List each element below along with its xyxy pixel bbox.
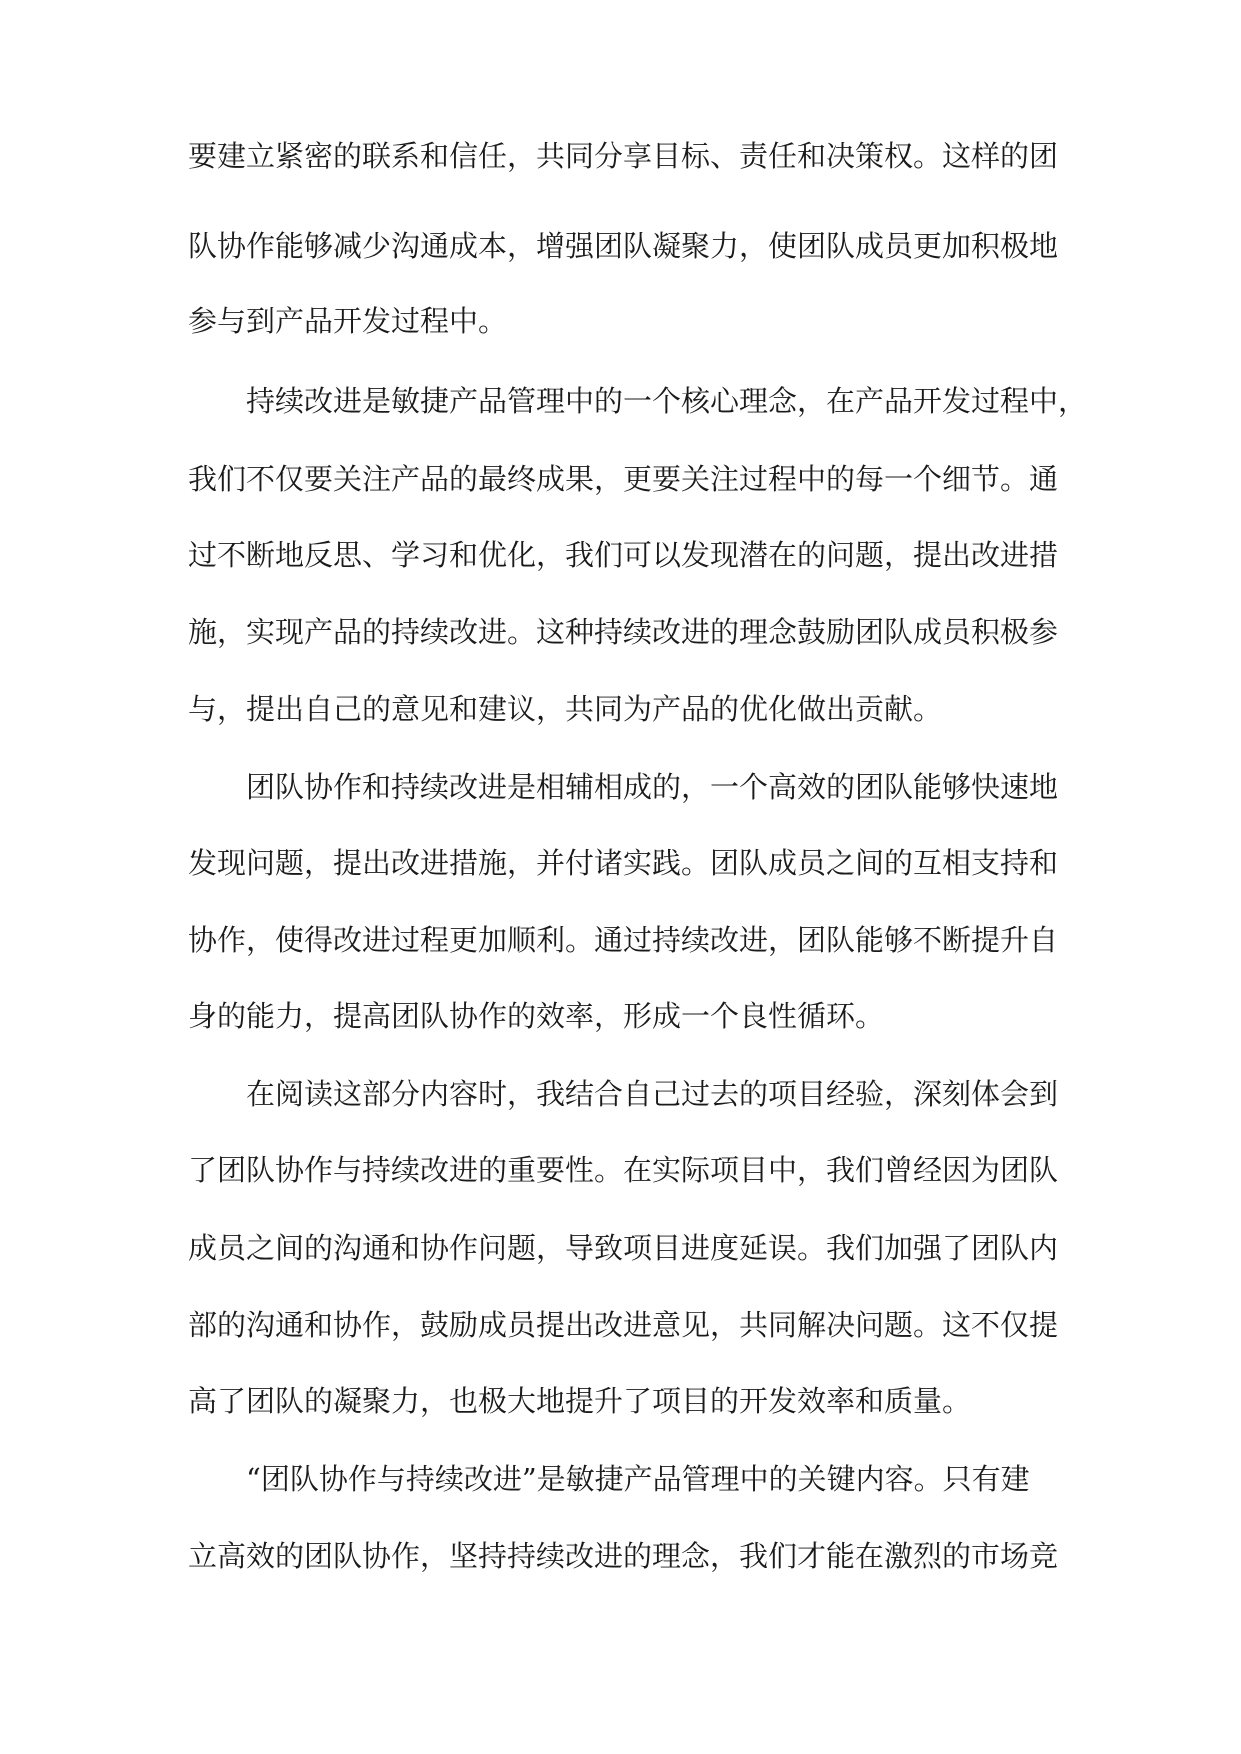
- text-line: “团队协作与持续改进”是敏捷产品管理中的关键内容。只有建: [246, 1462, 1030, 1496]
- text-line: 团队协作和持续改进是相辅相成的，一个高效的团队能够快速地: [246, 770, 1059, 804]
- text-line: 身的能力，提高团队协作的效率，形成一个良性循环。: [188, 999, 885, 1033]
- text-line: 我们不仅要关注产品的最终成果，更要关注过程中的每一个细节。通: [188, 462, 1059, 496]
- text-line: 施，实现产品的持续改进。这种持续改进的理念鼓励团队成员积极参: [188, 615, 1059, 649]
- text-line: 了团队协作与持续改进的重要性。在实际项目中，我们曾经因为团队: [188, 1153, 1059, 1187]
- text-line: 协作，使得改进过程更加顺利。通过持续改进，团队能够不断提升自: [188, 923, 1059, 957]
- text-line: 部的沟通和协作，鼓励成员提出改进意见，共同解决问题。这不仅提: [188, 1308, 1059, 1342]
- text-line: 参与到产品开发过程中。: [188, 304, 508, 338]
- text-line: 发现问题，提出改进措施，并付诸实践。团队成员之间的互相支持和: [188, 846, 1059, 880]
- text-line: 成员之间的沟通和协作问题，导致项目进度延误。我们加强了团队内: [188, 1231, 1059, 1265]
- text-line: 过不断地反思、学习和优化，我们可以发现潜在的问题，提出改进措: [188, 538, 1059, 572]
- text-line: 高了团队的凝聚力，也极大地提升了项目的开发效率和质量。: [188, 1384, 972, 1418]
- text-line: 在阅读这部分内容时，我结合自己过去的项目经验，深刻体会到: [246, 1077, 1059, 1111]
- text-line: 与，提出自己的意见和建议，共同为产品的优化做出贡献。: [188, 692, 943, 726]
- text-line: 持续改进是敏捷产品管理中的一个核心理念，在产品开发过程中，: [246, 384, 1088, 418]
- text-line: 队协作能够减少沟通成本，增强团队凝聚力，使团队成员更加积极地: [188, 229, 1059, 263]
- text-line: 立高效的团队协作，坚持持续改进的理念，我们才能在激烈的市场竞: [188, 1539, 1059, 1573]
- text-line: 要建立紧密的联系和信任，共同分享目标、责任和决策权。这样的团: [188, 139, 1059, 173]
